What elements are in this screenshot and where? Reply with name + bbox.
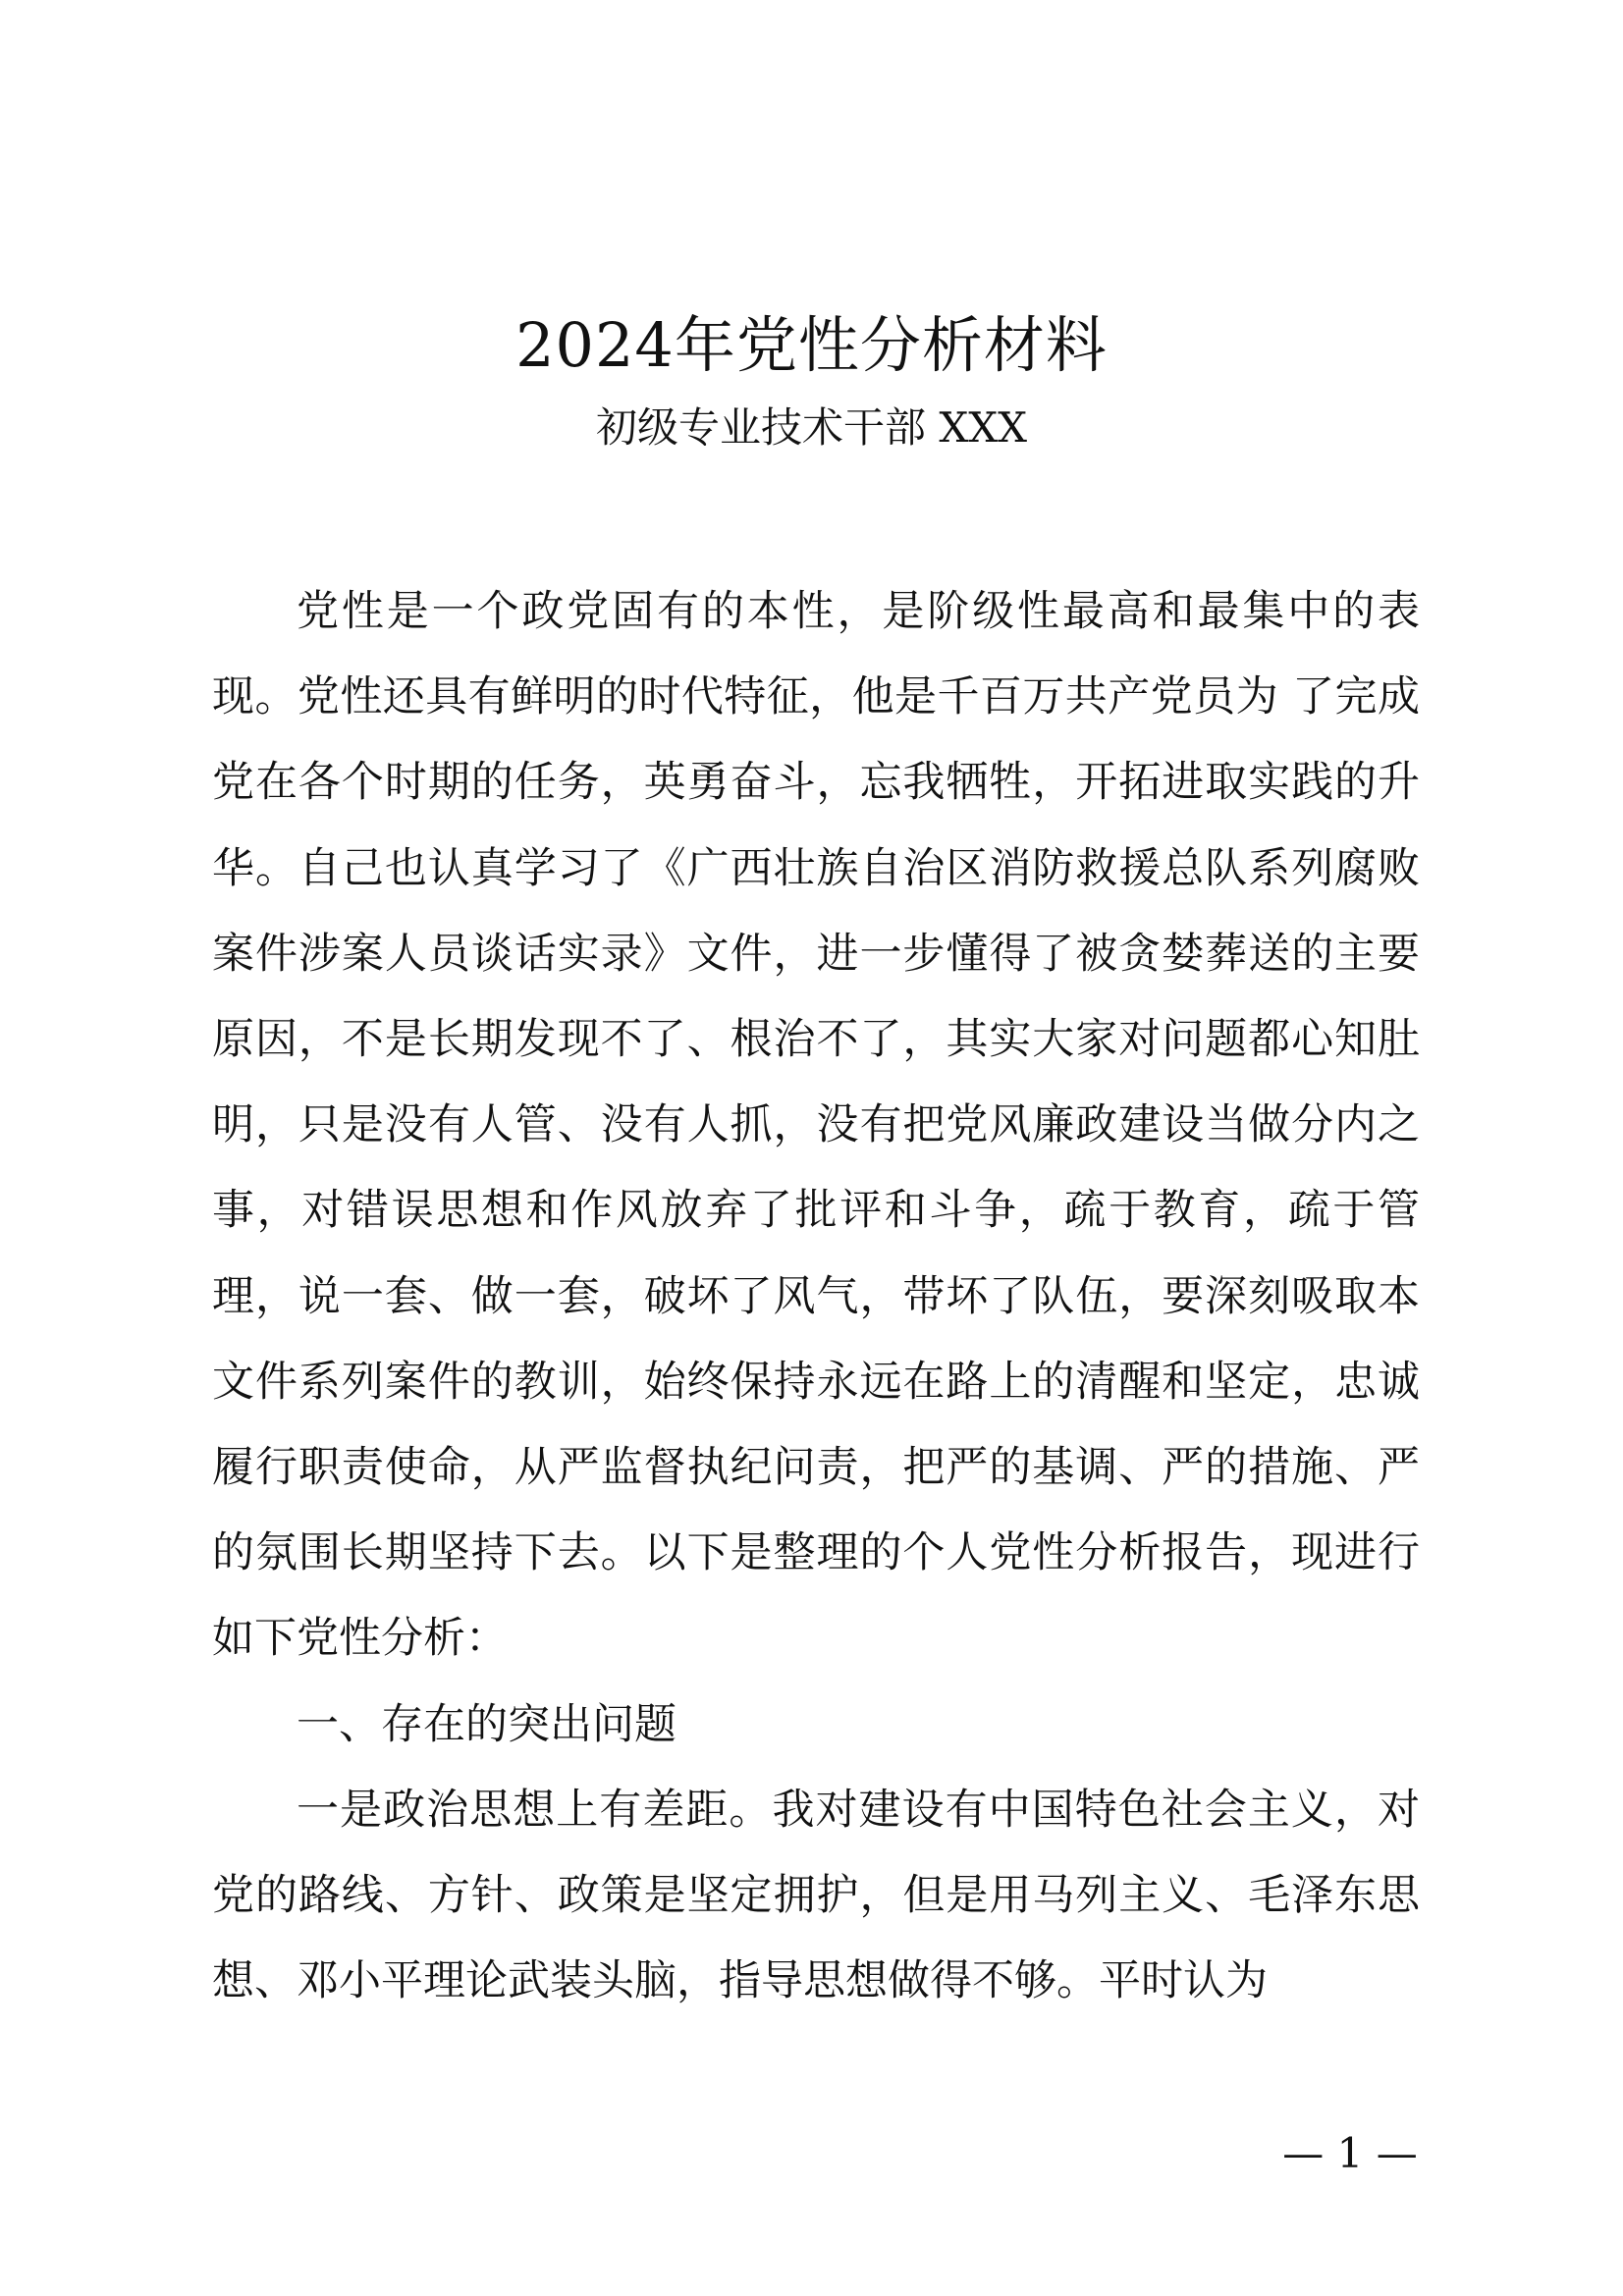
- document-subtitle: 初级专业技术干部 XXX: [595, 403, 1028, 452]
- document-body: [212, 569, 1420, 2024]
- document-title: 2024年党性分析材料: [515, 309, 1108, 381]
- section-heading: 一、存在的突出问题: [297, 1699, 676, 1749]
- page-number: — 1 —: [1282, 2129, 1418, 2177]
- body-paragraph: 一是政治思想上有差距。我对建设有中国特色社会主义，对党的路线、方针、政策是坚定拥护，但是用马列主义、毛泽东思想、邓小平理论武装头脑，指导思想做得不够。平时认为: [212, 1785, 1420, 2006]
- intro-paragraph: 党性是一个政党固有的本性，是阶级性最高和最集中的表现。党性还具有鲜明的时代特征，他是千百万共产党员为 了完成党在各个时期的任务，英勇奋斗，忘我牺牲，开拓进取实践的升华。自己也认真学习了《广西壮族自治区消防救援总队系列腐败案件涉案人员谈话实录》文件，进一步懂得了被贪婪葬送的主要原因，不是长期发现不了、根治不了，其实大家对问题都心知肚明，只是没有人管、没有人抓，没有把党风廉政建设当做分内之事，对错误思想和作风放弃了批评和斗争，疏于教育，疏于管理，说一套、做一套，破坏了风气，带坏了队伍，要深刻吸取本文件系列案件的教训，始终保持永远在路上的清醒和坚定，忠诚履行职责使命，从严监督执纪问责，把严的基调、严的措施、严的氛围长期坚持下去。以下是整理的个人党性分析报告，现进行如下党性分析：: [212, 587, 1420, 1664]
